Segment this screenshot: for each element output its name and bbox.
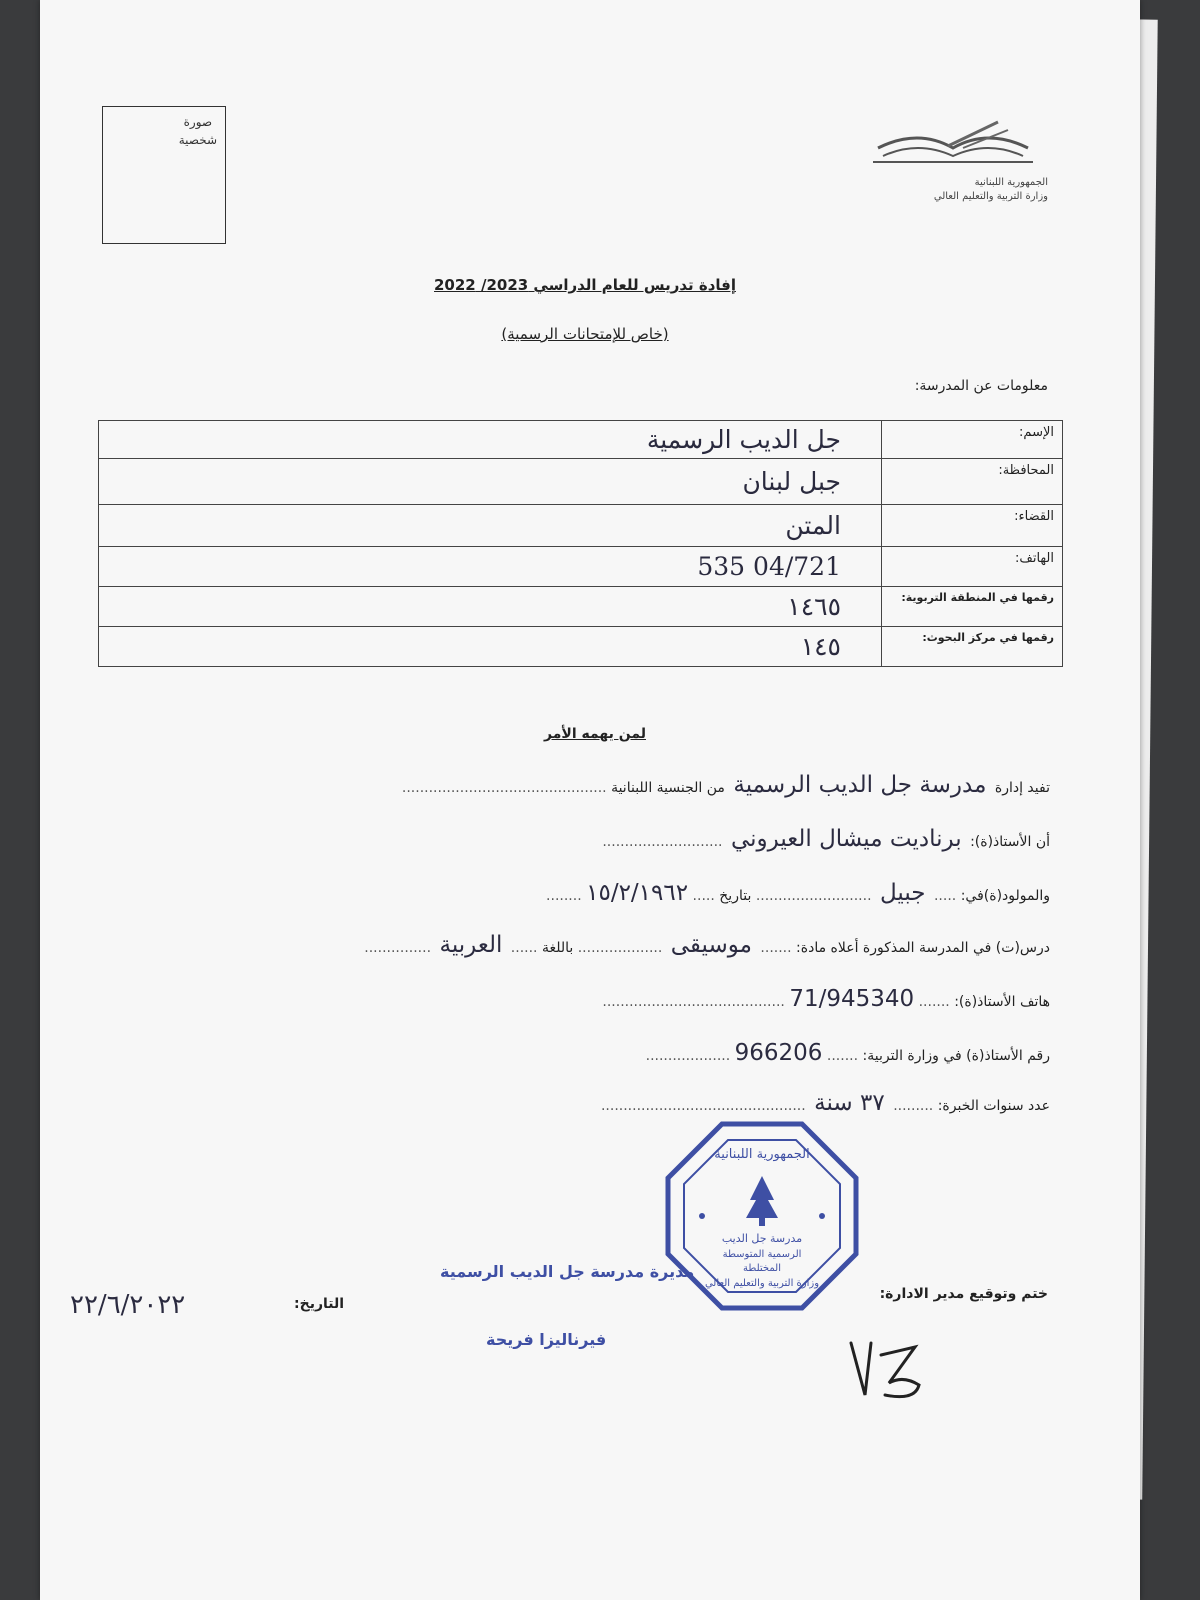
dotted-leader: ....... (826, 1048, 859, 1064)
table-row (99, 505, 1063, 547)
admin-prefix: تفيد إدارة (994, 780, 1050, 796)
document-title (340, 276, 830, 294)
dotted-leader: ..... (692, 888, 715, 904)
school-name-label: الإسم: (882, 421, 1063, 459)
dotted-leader: .............................................. (401, 780, 607, 796)
district-value: المتن (99, 505, 882, 547)
document-subtitle-text: (خاص للإمتحانات الرسمية) (501, 325, 669, 343)
photo-label-line-2: شخصية (178, 133, 217, 147)
ministry-number-label: رقم الأستاذ(ة) في وزارة التربية: (862, 1048, 1050, 1064)
table-row (99, 587, 1063, 627)
document-subtitle (340, 325, 830, 343)
governorate-value: جبل لبنان (99, 459, 882, 505)
dotted-leader: ...... (510, 940, 538, 956)
admin-line (402, 772, 1050, 798)
subject-label: درس(ت) في المدرسة المذكورة أعلاه مادة: (796, 940, 1050, 956)
stamp-line-5: وزارة التربية والتعليم العالي (704, 1278, 820, 1289)
phone-value: 04/721 535 (99, 547, 882, 587)
dotted-leader: .............................................. (600, 1098, 806, 1114)
teacher-line (602, 826, 1050, 852)
dotted-leader: ........ (546, 888, 582, 904)
birth-place-label: والمولود(ة)في: (960, 888, 1050, 904)
dotted-leader: ....... (918, 994, 950, 1010)
research-center-number-label: رقمها في مركز البحوث: (882, 627, 1063, 667)
dotted-leader: ............... (364, 940, 432, 956)
school-info-heading: معلومات عن المدرسة: (914, 378, 1048, 394)
photo-placeholder (102, 106, 226, 244)
dotted-leader: ....... (760, 940, 792, 956)
photo-label (179, 113, 217, 149)
research-center-number-value: ١٤٥ (99, 627, 882, 667)
phone-label: الهاتف: (882, 547, 1063, 587)
document-title-text: إفادة تدريس للعام الدراسي 2023/ 2022 (434, 276, 736, 294)
subject-value: موسيقى (670, 932, 752, 958)
dotted-leader: ................... (577, 940, 663, 956)
table-row (99, 627, 1063, 667)
document-page (40, 0, 1140, 1600)
ministry-label: وزارة التربية والتعليم العالي (933, 191, 1048, 202)
official-school-stamp (662, 1118, 862, 1314)
experience-line (601, 1090, 1050, 1116)
ministry-number-value: 966206 (734, 1040, 823, 1066)
birth-line (546, 880, 1050, 906)
admin-suffix: من الجنسية اللبنانية (611, 780, 725, 796)
republic-label: الجمهورية اللبنانية (974, 177, 1048, 188)
stamp-line-3: الرسمية المتوسطة (722, 1249, 802, 1260)
experience-label: عدد سنوات الخبرة: (937, 1098, 1050, 1114)
stamp-caption: مديرة مدرسة جل الديب الرسمية (440, 1262, 695, 1281)
handwritten-signature (845, 1335, 927, 1407)
region-number-value: ١٤٦٥ (99, 587, 882, 627)
dotted-leader: ........................... (602, 834, 723, 850)
admin-value: مدرسة جل الديب الرسمية (733, 772, 987, 798)
to-whom-heading: لمن يهمه الأمر (544, 726, 646, 742)
teacher-label: أن الأستاذ(ة): (970, 834, 1050, 850)
teacher-phone-line (602, 986, 1050, 1012)
governorate-label: المحافظة: (882, 459, 1063, 505)
stamp-line-1: الجمهورية اللبنانية (714, 1147, 810, 1162)
language-label: باللغة (541, 940, 574, 956)
experience-value: ٣٧ سنة (814, 1090, 885, 1116)
manager-signature-label: ختم وتوقيع مدير الادارة: (879, 1286, 1048, 1302)
photo-label-line-1: صورة (183, 115, 213, 129)
table-row (99, 459, 1063, 505)
region-number-label: رقمها في المنطقة التربوية: (882, 587, 1063, 627)
date-label: التاريخ: (294, 1296, 345, 1312)
school-name-value: جل الديب الرسمية (99, 421, 882, 459)
birth-place-value: جبيل (879, 880, 926, 906)
language-value: العربية (439, 932, 503, 958)
dotted-leader: ................... (645, 1048, 731, 1064)
dotted-leader: .......................... (755, 888, 872, 904)
subject-line (364, 932, 1050, 958)
table-row (99, 421, 1063, 459)
stamp-line-4: المختلطة (743, 1263, 781, 1274)
date-value: ٢٢/٦/٢٠٢٢ (70, 1290, 186, 1320)
table-row (99, 547, 1063, 587)
school-info-table (98, 420, 1063, 667)
stamp-line-2: مدرسة جل الديب (721, 1232, 803, 1245)
birth-date-label: بتاريخ (719, 888, 752, 904)
teacher-phone-value: 71/945340 (789, 986, 915, 1012)
dotted-leader: ..... (933, 888, 957, 904)
teacher-phone-label: هاتف الأستاذ(ة): (954, 994, 1050, 1010)
ministry-header (858, 176, 1048, 204)
birth-date-value: ١٥/٢/١٩٦٢ (586, 880, 689, 906)
teacher-value: برناديت ميشال العيروني (730, 826, 962, 852)
dotted-leader: ......................................... (602, 994, 785, 1010)
dotted-leader: ......... (893, 1098, 934, 1114)
ministry-book-logo-icon (868, 118, 1038, 168)
district-label: القضاء: (882, 505, 1063, 547)
ministry-number-line (646, 1040, 1050, 1066)
stamp-name: فيرناليزا فريحة (486, 1330, 607, 1349)
